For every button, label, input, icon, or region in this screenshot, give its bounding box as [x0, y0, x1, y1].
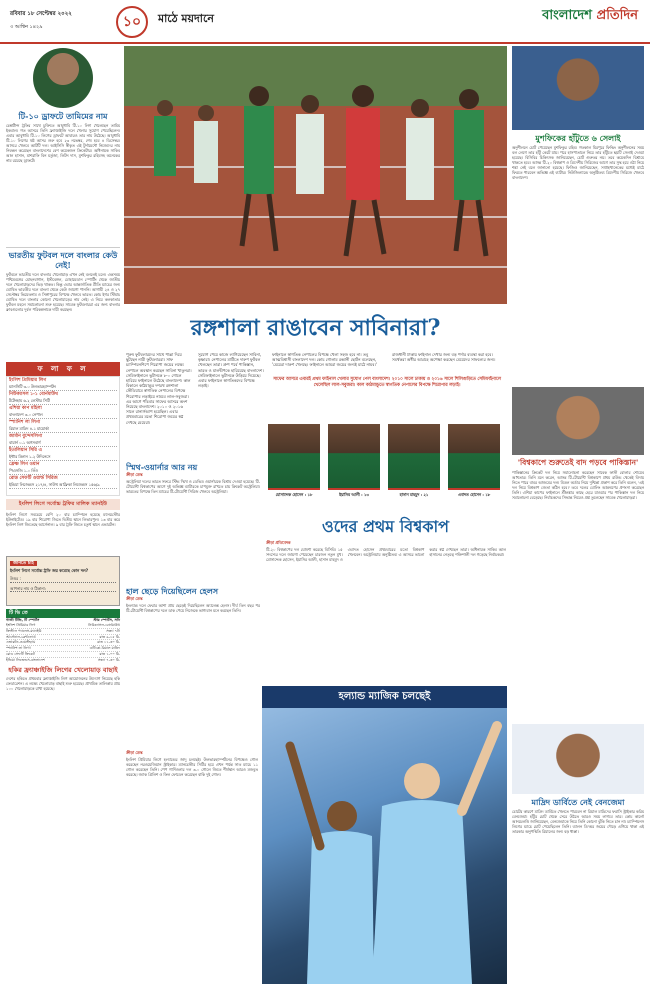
hales-byline: ক্রীড়া ডেস্ক [126, 596, 143, 601]
player-name: ইয়াসির আলী : ১৩ [339, 492, 369, 497]
fixture-detail: টটেনহাম ৬-২ লেস্টার সিটি [9, 398, 50, 403]
hales-headline: হাল ছেড়ে দিয়েছিলেন হেলস [126, 586, 219, 596]
hales-story [126, 586, 260, 746]
section-title: মাঠে ময়দানে [158, 12, 214, 25]
fixture-row [9, 461, 117, 475]
fixture-title: ইংলিশ প্রিমিয়ার লিগ [9, 378, 47, 383]
player-card [328, 424, 380, 508]
trophy-banner: ইংলিশ লিগে সর্বোচ্চ ট্রফির মালিক ম্যানইউ [6, 499, 120, 510]
player-name-text: ইয়াসির আলী [339, 492, 360, 497]
logo-part-1: বাংলাদেশ [542, 8, 597, 23]
player-card [448, 424, 500, 508]
benzema-headline: মাদ্রিদ ডার্বিতে নেই বেনজেমা [531, 797, 625, 807]
tv-time: সন্ধ্যা ৭টা [106, 628, 120, 633]
player-name-text: এবাদত হোসেন [457, 492, 482, 497]
player-photo [268, 424, 320, 490]
hero-photo-women-footballers [124, 46, 507, 304]
player-name-text: মোসাদ্দেক হোসেন [275, 492, 304, 497]
mushfiq-body: অনুশীলনে চোট পেয়েছেন মুশফিকুর রহিম। গতকাল মিরপুরে ফিল্ডিং অনুশীলনের সময় বল লেগে তার হাঁটু কেটে যায়। পরে হাসপাতালে নিয়ে তার হাঁটুতে ছয়টি সেলাই দেওয়া হয়েছে। বিসিবির চিকিৎসক জানিয়েছেন, চোট গুরুতর নয়। তবে কয়েকদিন বিশ্রামে থাকতে হবে। আসন্ন টি-২০ বিশ্বকাপ ও ত্রিদেশীয় সিরিজের আগে তার সুস্থ হয়ে ওঠা নিয়ে শঙ্কা নেই বলে জানানো হয়েছে। ফিজিও জানিয়েছেন, সপ্তাহখানেকের মধ্যেই মাঠে ফিরতে পারবেন অভিজ্ঞ এই ব্যাটার। নিউজিল্যান্ডে অনুষ্ঠিতব্য ত্রিদেশীয় সিরিজে খেলবে বাংলাদেশ। [512, 145, 644, 180]
fixture-title: স্প্যানিশ লা লিগা [9, 420, 41, 425]
fixture-row [9, 419, 117, 433]
player-number: ১৩ [363, 492, 369, 497]
trophy-body: ইংলিশ লিগে সবচেয়ে বেশি ২০ বার চ্যাম্পিয়ন হয়েছে ম্যানচেস্টার ইউনাইটেড। ১৯ বার শিরোপা জিতে দ্বিতীয় স্থানে লিভারপুল। ১৩ বার করে ইংলিশ লিগ জিতেছে আর্সেনাল। ৯ বার ট্রফি জিতে চতুর্থ স্থানে এভারটন। [6, 512, 120, 527]
tv-program: আর্সেনাল-ব্রেন্টফোর্ড [6, 634, 36, 639]
player-name: মোসাদ্দেক হোসেন : ১৮ [275, 492, 313, 497]
hero-photo-scene [124, 46, 507, 304]
haaland-story [126, 750, 258, 982]
haaland-photo-scene [262, 686, 507, 984]
tv-time: রাত ১-০০ মি. [99, 651, 120, 656]
fixture-title: ইতালিয়ান সিরি এ [9, 448, 42, 453]
smith-story [126, 462, 260, 582]
fixture-row [9, 475, 117, 489]
tv-schedule-row [6, 658, 120, 663]
quiz-answer-label: উত্তর : [10, 576, 116, 582]
fixture-detail: ইন্ডিয়া লিজেন্ডস ২১৭/৪, সাউথ আফ্রিকা লিজেন্ডস ১৫৬/৯ [9, 482, 100, 487]
tv-program: স্প্যানিশ লা লিগা [6, 646, 31, 651]
world-cup-byline: ক্রীড়া প্রতিবেদক [266, 540, 291, 545]
fixture-detail: ম্যানসিটি ৩-০ উলভারহ্যাম্পটন [9, 384, 56, 389]
fixture-detail: রিয়াল মাদ্রিদ ৪-১ মায়োর্কা [9, 426, 49, 431]
page-header [0, 0, 650, 44]
player-number: ১৮ [307, 492, 313, 497]
akhtar-photo [512, 387, 644, 455]
fixture-detail: বায়ার্ন ০-১ অগসবার্গ [9, 440, 41, 445]
fixtures-heading: ফ লা ফ ল [6, 362, 120, 376]
players-row [264, 424, 507, 516]
player-photo [448, 424, 500, 490]
date-bengali: ৩ আশ্বিন ১৪২৯ [10, 24, 43, 30]
mushfiq-photo [512, 46, 644, 130]
main-story-col4: রাজধানী ঢাকায় ফাইনাল দেখার জন্য বড় পর্দার ব্যবস্থা করা হবে। সমর্থকরা অধীর আগ্রহে অপেক্ষা করছেন মেয়েদের সাফল্যের জন্য। [392, 352, 496, 363]
quiz-question: ইংলিশ লিগে সর্বোচ্চ ট্রফি জয় করেছে কোন দল? [10, 568, 89, 574]
hockey-headline: হকির ফ্র্যাঞ্চাইজি লিগের খেলোয়াড় বাছাই [8, 666, 118, 674]
player-number: ১৮ [485, 492, 491, 497]
fixture-detail: পিএসজি ১-০ লিঁও [9, 468, 38, 473]
main-story-col1: পুরুষ ফুটবলারদের সাথে পাল্লা দিয়ে ছুটছেন নারী ফুটবলাররা। সাফ চ্যাম্পিয়নশিপে শিরোপা জয়ের লক্ষ্যে নেপালে অবস্থান করছেন সাবিনা খাতুনরা। সেমিফাইনালে ভুটানকে ৮-০ গোলে হারিয়ে ফাইনালে উঠেছে বাংলাদেশ। কাল বিকালে কাঠমান্ডুর দশরথ রঙ্গশালা স্টেডিয়ামে স্বাগতিক নেপালের বিপক্ষে শিরোপার লড়াইয়ে নামবে লাল-সবুজরা। এর আগে পাঁচবার সাফের আসরে অংশ নিয়েছে বাংলাদেশ। ২০১০ ও ২০১৬ সালে রানার্সআপ হয়েছিল। এবার প্রথমবারের মতো শিরোপা জয়ের স্বপ্ন দেখছে মেয়েরা। [126, 352, 192, 425]
mushfiq-headline: মুশফিকের হাঁটুতে ৬ সেলাই [535, 133, 621, 143]
fixture-row [9, 377, 117, 391]
smith-byline: ক্রীড়া ডেস্ক [126, 472, 143, 477]
story2-headline: ভারতীয় ফুটবল দলে বাংলার কেউ নেই! [6, 247, 120, 270]
main-story-col2: সুযোগ পেয়ে কাজে লাগিয়েছেন সাবিনা, কৃষ্ণারা। নেপালের মাটিতে দারুণ ফুটবল খেলছেন তারা। গ্রুপ পর্বে পাকিস্তান, ভারত ও মালদ্বীপকে হারিয়েছে বাংলাদেশ। সেমিফাইনালে ভুটানকে উড়িয়ে দিয়েছে। এবার ফাইনালে স্বাগতিকদের বিপক্ষে লড়াই। [198, 352, 264, 389]
quiz-title: জানতে চাই [10, 561, 37, 566]
main-story-col3: ফাইনালে স্বাগতিক নেপালের বিপক্ষে খেলা সহজ হবে না। তবু আত্মবিশ্বাসী বাংলাদেশ দল। কোচ গোলাম রব্বানী ছোটন বলেছেন, 'মেয়েরা দারুণ খেলছে। ফাইনালে আমরা জয়ের জন্যই মাঠে নামব।' [272, 352, 378, 368]
fixture-title: রোড সেফটি ওয়ার্ল্ড সিরিজ [9, 476, 58, 481]
tv-time: নিউক্যাসল-বোর্নমাউথ [88, 623, 120, 627]
benzema-photo [512, 724, 644, 794]
haaland-headline: হল্যান্ড ম্যাজিক চলছেই [262, 686, 507, 708]
tamim-photo [33, 48, 93, 108]
akhtar-headline: 'বিশ্বকাপে শুরুতেই বাদ পড়বে পাকিস্তান' [517, 458, 639, 467]
player-number: ২১ [423, 492, 429, 497]
fixture-title: জার্মান বুন্দেসলিগা [9, 434, 43, 439]
story1-body: চেম্বার্টান্স ট্রফির সাথে চুক্তিতে আবুধাবি টি-১০ লিগ খেলেছেন তামিম ইকবাল। গত আসরে তিনি ফ্র্যাঞ্চাইজি দলে খেলার সুযোগ পেয়েছিলেন। এবার আবুধাবি টি-১০ লিগের ড্রাফটে আবারও তার নাম উঠেছে। আবুধাবি টি-১০ লিগের ষষ্ঠ আসর শুরু হবে ২৩ নভেম্বর, শেষ হবে ৪ ডিসেম্বর। আসরে খেলবে আটটি দল। আইসিসি স্বীকৃত এই টুর্নামেন্টে নিজেদের নাম নিবন্ধন করেছেন বাংলাদেশের বেশ কয়েকজন ক্রিকেটার। অধিনায়ক সাকিব আল হাসান, মাশরাফি বিন মর্তুজা, লিটন দাস, মুশফিকুর রহিমসহ অনেকের নাম রয়েছে ড্রাফটে। [6, 123, 120, 163]
fixtures-list [6, 376, 120, 496]
haaland-body: ইংলিশ প্রিমিয়ার লিগে হল্যান্ডের জাদু চলছেই। উলভারহ্যাম্পটনের বিপক্ষেও গোল করেছেন নরওয়েজিয়ান স্ট্রাইকার। ম্যানচেস্টার সিটির হয়ে এখন পর্যন্ত সাত ম্যাচে ১১ গোল করেছেন তিনি। পেপ গার্দিওলার দল ৩-০ গোলে জিতে শীর্ষস্থান আরও মজবুত করেছে। জ্যাক গ্রিলিশ ও ফিল ফোডেন করেছেন বাকি দুই গোল। [126, 757, 258, 778]
player-name-text: হাসান মাহমুদ [399, 492, 420, 497]
haaland-photo [262, 686, 507, 984]
right-column [512, 46, 644, 978]
tv-time: রাত ৯-১৫ মি. [99, 634, 120, 639]
tv-program: ইন্ডিয়া লিজেন্ডস-বাংলাদেশ [6, 657, 45, 662]
story1-headline: টি-১০ ড্রাফটে তামিমের নাম [18, 111, 108, 121]
quiz-sender-label: আপনার নাম ও ঠিকানা: [10, 586, 116, 592]
world-cup-story [266, 540, 506, 680]
tv-channel-1: গাজী টিভি, টি স্পোর্টস [6, 618, 40, 622]
left-column [6, 46, 120, 978]
tv-channel-2: স্টার স্পোর্টস, সনি [93, 618, 120, 622]
tv-time: এটিকো-রিয়াল মাদ্রিদ [89, 646, 120, 651]
quiz-box [6, 556, 120, 606]
smith-headline: স্মিথ-ওয়ার্নার আর নয় [126, 462, 198, 472]
player-name: হাসান মাহমুদ : ২১ [399, 492, 429, 497]
tv-program: এভারটন-ওয়েস্টহ্যাম [6, 640, 36, 645]
main-headline: রঙ্গশালা রাঙাবেন সাবিনারা? [190, 315, 441, 341]
story2-body: ফুটবলে ভারতীয় দলে বাংলার খেলোয়াড় এখন নেই বললেই চলে। একসময় পশ্চিমবঙ্গের মোহনবাগান, ইস্টবেঙ্গল, মোহামেডান স্পোর্টিং থেকে জাতীয় দলে খেলোয়াড়দের ভিড় থাকত। কিন্তু এবার আন্তর্জাতিক প্রীতি ম্যাচের জন্য ঘোষিত ভারতীয় দলে বাংলা থেকে কেউ জায়গা পাননি। আগামী ২৪ ও ২৭ সেপ্টেম্বর ভিয়েতনাম ও সিঙ্গাপুরের বিপক্ষে খেলবে ভারত। কোচ ইগর স্টিমাচ ঘোষিত দলে বাংলার কোনো খেলোয়াড়ের নাম নেই। এ নিয়ে কলকাতার ফুটবল মহলে সমালোচনা শুরু হয়েছে। সাবেক ফুটবলাররা এর জন্য বাংলার ক্লাবগুলোর দুর্বল পরিকল্পনাকে দায়ী করছেন। [6, 272, 120, 312]
page-number: ১০ [116, 6, 148, 38]
fixture-row [9, 391, 117, 405]
tv-program: ইংলিশ প্রিমিয়ার লিগ [6, 623, 36, 627]
fixture-row [9, 405, 117, 419]
player-name: এবাদত হোসেন : ১৮ [457, 492, 491, 497]
smith-body: অস্ট্রেলিয়া দলের ভারত সফরে স্টিভ স্মিথ ও ডেভিড ওয়ার্নারকে বিশ্রাম দেওয়া হয়েছে। টি-টোয়েন্টি বিশ্বকাপের আগে দুই অভিজ্ঞ ব্যাটারকে চাপমুক্ত রাখতে চায় ক্রিকেট অস্ট্রেলিয়া। ভারতের বিপক্ষে তিন ম্যাচের টি-টোয়েন্টি সিরিজ খেলবে অস্ট্রেলিয়া। [126, 479, 260, 495]
tv-program: ক্রিস্টাল প্যালেস-ম্যানইউ [6, 628, 42, 633]
masthead-logo [542, 8, 638, 24]
player-card [388, 424, 440, 508]
fixture-title: ফ্রেঞ্চ লিগ ওয়ান [9, 462, 40, 467]
benzema-body: চোটের কারণে মাদ্রিদ ডার্বিতে খেলতে পারবেন না রিয়াল মাদ্রিদের ফরাসি স্ট্রাইকার করিম বেনজেমা। হাঁটুর চোট থেকে সেরে উঠতে আরও সময় লাগবে তার। কোচ কার্লো আনচেলত্তি জানিয়েছেন, বেনজেমাকে নিয়ে তিনি কোনো ঝুঁকি নিতে চান না। চ্যাম্পিয়নস লিগের ম্যাচে চোট পেয়েছিলেন তিনি। ব্যালন ডি'অর জয়ের দৌড়ে এগিয়ে থাকা এই তারকার অনুপস্থিতি রিয়ালের জন্য বড় ধাক্কা। [512, 809, 644, 834]
fixture-title: নিউক্যাসল ১-১ বোর্নমাউথ [9, 392, 58, 397]
fixture-row [9, 447, 117, 461]
hockey-body: দেশের হকিতে প্রথমবার ফ্র্যাঞ্চাইজি লিগ আয়োজনের উদ্যোগ নিয়েছে হকি ফেডারেশন। এ লক্ষ্যে খেলোয়াড় বাছাই শুরু হয়েছে। প্রাথমিক তালিকায় প্রায় ১০০ খেলোয়াড়কে রাখা হয়েছে। [6, 676, 120, 691]
tv-schedule-heading: টি ভি তে [6, 609, 120, 618]
tv-schedule-list [6, 623, 120, 663]
player-photo [388, 424, 440, 490]
akhtar-body: পাকিস্তানের ক্রিকেট দল নিয়ে সমালোচনা করেছেন সাবেক ফাস্ট বোলার শোয়েব আখতার। তিনি মনে করেন, আসন্ন টি-টোয়েন্টি বিশ্বকাপে প্রথম রাউন্ড থেকেই বিদায় নিতে পারে বাবর আজমের দল। মিডল অর্ডার নিয়ে দুশ্চিন্তা প্রকাশ করে তিনি বলেন, 'এই দল নিয়ে বিশ্বকাপ জেতা কঠিন হবে।' তবে দলের বোলিং আক্রমণের প্রশংসা করেছেন তিনি। এশিয়া কাপের ফাইনালে শ্রীলঙ্কার কাছে হেরে যাওয়ার পর পাকিস্তান দল নিয়ে সমালোচনা বেড়েছে। নির্বাচকদের সিদ্ধান্ত নিয়েও প্রশ্ন তুলেছেন সাবেক খেলোয়াড়রা। [512, 470, 644, 500]
world-cup-headline: ওদের প্রথম বিশ্বকাপ [321, 517, 450, 536]
fixture-title: এশিয়া কাপ মহিলা [9, 406, 42, 411]
tv-time: রাত ১১-৩০ মি. [97, 640, 120, 645]
player-photo [328, 424, 380, 490]
player-card [268, 424, 320, 508]
main-story-callout: সাফের আসরে এবারই প্রথম ফাইনাল খেলার সুযোগ পেল বাংলাদেশ। ২০১০ সালে ঢাকায় ও ২০১৬ সালে শিলিগুড়িতে সেমিফাইনালে খেলেছিল লাল-সবুজরা। কাল কাঠমান্ডুতে স্বাগতিক নেপালের বিপক্ষে শিরোপার লড়াই। [273, 377, 501, 388]
world-cup-body: টি-২০ বিশ্বকাপের দল ঘোষণা করেছে বিসিবি। ১৫ সদস্যের দলে জায়গা পেয়েছেন চারজন নতুন মুখ। মোসাদ্দেক হোসেন, ইয়াসির আলী, হাসান মাহমুদ ও এবাদত হোসেন প্রথমবারের মতো বিশ্বকাপ খেলবেন। অস্ট্রেলিয়ায় অনুষ্ঠিতব্য এ আসরে ভালো করার স্বপ্ন দেখছেন তারা। অধিনায়ক সাকিব আল হাসানের নেতৃত্বে শক্তিশালী দল গড়েছে নির্বাচকরা। [266, 547, 506, 563]
logo-part-2: প্রতিদিন [596, 8, 638, 23]
hales-body: ইংল্যান্ড দলে ফেরার আশা প্রায় ছেড়েই দিয়েছিলেন অ্যালেক্স হেলস। দীর্ঘ তিন বছর পর টি-টোয়েন্টি বিশ্বকাপের দলে ডাক পেয়ে নিজেকে ভাগ্যবান মনে করছেন তিনি। [126, 603, 260, 614]
fixture-detail: বাংলাদেশ ৩-০ নেপাল [9, 412, 43, 417]
haaland-byline: ক্রীড়া ডেস্ক [126, 750, 143, 755]
fixture-row [9, 433, 117, 447]
date-gregorian: রবিবার ১৮ সেপ্টেম্বর ২০২২ [10, 11, 72, 17]
tv-program: রোড সেফটি ক্রিকেট [6, 651, 35, 656]
fixture-detail: ইন্টার মিলান ১-২ উদিনেসে [9, 454, 51, 459]
tv-time: সন্ধ্যা ৭-৩০ মি. [97, 657, 120, 662]
